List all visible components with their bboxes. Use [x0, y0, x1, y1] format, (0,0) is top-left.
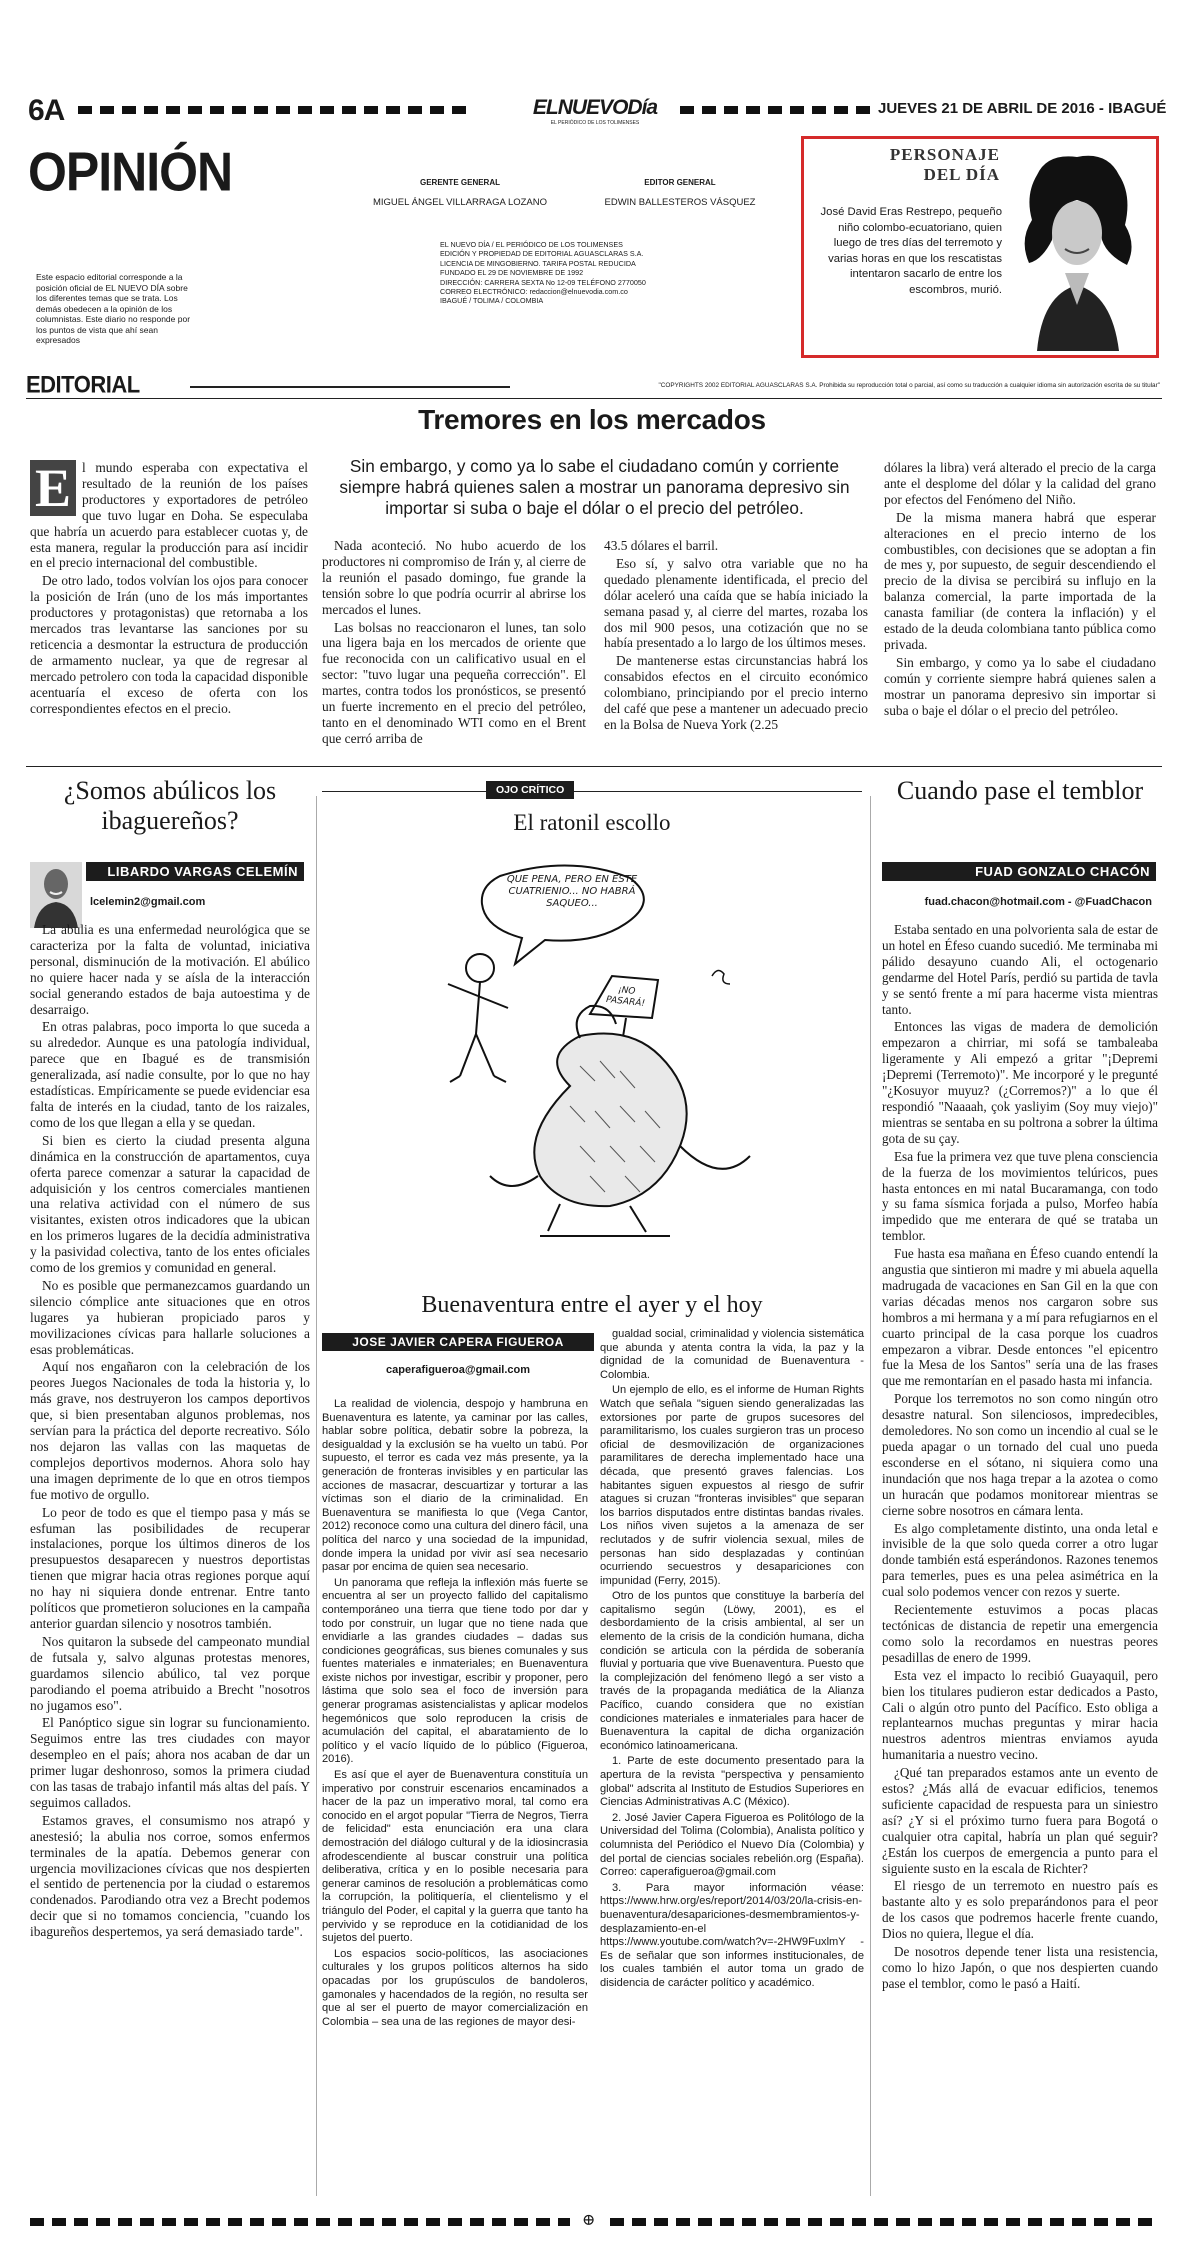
editorial-col-1 — [30, 460, 308, 719]
editorial-rule — [190, 386, 510, 388]
center-column-body-2 — [600, 1328, 864, 1993]
center-column-paragraph: Un ejemplo de ello, es el informe de Human Rights Watch que señala "siguen siendo generalizadas las extorsiones por parte de grupos sucesores del paramilitarismo, los cuales surgieron tras un proceso oficial de desmovilización de organizaciones paramilitares de derecha implementado hace una década, que presentó graves falencias. Los habitantes siguen expuestos al riesgo de sufrir atagues si cruzan "fronteras invisibles" que separan los barrios disputados entre distintas bandas rivales. Los niños viven sujetos a la amenaza de ser reclutados y de sufrir violencia sexual, miles de personas han sido desplazadas y continúan ocurriendo secuestros y desapariciones con impunidad (Ferry, 2015). — [600, 1384, 864, 1587]
editorial-bottom-rule — [26, 766, 1162, 767]
footer-dotted-rule-right — [610, 2218, 1160, 2226]
ojo-critico-label: OJO CRÍTICO — [486, 781, 574, 799]
left-column-title: ¿Somos abúlicos los ibaguereños? — [63, 776, 277, 835]
center-column-paragraph: 2. José Javier Capera Figueroa es Politólogo de la Universidad del Tolima (Colombia), Analista político y columnista del Periódico el Nuevo Día (Colombia) y del portal de ciencias sociales rebelión.org (España). Correo: caperafigueroa@gmail.com — [600, 1811, 864, 1879]
left-column-paragraph: Estamos graves, el consumismo nos atrapó y anestesió; la abulia nos corroe, somos enfermos terminales de la apatía. Debemos generar con urgencia movilizaciones cívicas que nos despierten el sentido de pertenencia por la ciudad o estaremos condenados. Parodiando otra vez a Brecht podemos decir que si no tomamos conciencia, "cuando los ibagureños despertemos, ya será demasiado tarde". — [30, 1812, 310, 1940]
left-column-paragraph: No es posible que permanezcamos guardando un silencio cómplice ante situaciones que en otros lugares ya hubieran propiciado paros y movilizaciones cívicas para hallarle soluciones a esas problemáticas. — [30, 1277, 310, 1357]
editorial-p7: De mantenerse estas circunstancias habrá los consabidos efectos en el circuito económico colombiano, principiando por el precio interno del café que pese a mantener un adecuado precio en la Bolsa de Nueva York (2.25 — [604, 653, 868, 732]
left-column-paragraph: Nos quitaron la subsede del campeonato mundial de futsala y, salvo algunas protestas menores, guardamos silencio abúlico, tal vez porque parodiando el poema atribuido a Brecht "nosotros no jugamos eso". — [30, 1633, 310, 1713]
right-column-paragraph: Recientemente estuvimos a pocas placas tectónicas de distancia de repetir una emergencia como solo la recordamos en nuestras peores pesadillas de enero de 1999. — [882, 1602, 1158, 1665]
header-dotted-rule-right — [680, 106, 870, 114]
copyright-notice: "COPYRIGHTS 2002 EDITORIAL AGUASCLARAS S.A. Prohibida su reproducción total o parcial, así como su traducción a cualquier idioma sin autorización escrita de su titular" — [658, 382, 1160, 389]
cartoon-speech-bubble: QUE PENA, PERO EN ESTE CUATRIENIO... NO HABRÁ SAQUEO... — [506, 874, 638, 909]
footer-dotted-rule-left — [30, 2218, 570, 2226]
right-column-paragraph: Fue hasta esa mañana en Éfeso cuando entendí la angustia que sintieron mi madre y mi abuela aquella madrugada de vacaciones en San Gil en la que con varias décadas menos nos cargaron sobre sus hombros a mi hermana y a mí para refugiarnos en el cuarto principal de la casa porque los cuadros empezaron a vibrar. Desde entonces "el epicentro fue la Mesa de los Santos" sería una de las frases que me remontarían en el pasado hasta mi infancia. — [882, 1246, 1158, 1389]
logo-text: ELNUEVODía — [532, 96, 658, 119]
publication-info-line: CORREO ELECTRÓNICO: redaccion@elnuevodia.com.co — [440, 287, 628, 297]
cartoon-illustration — [420, 856, 780, 1256]
personaje-del-dia-box — [801, 136, 1159, 358]
left-author-bar: LIBARDO VARGAS CELEMÍN — [86, 862, 304, 881]
left-column-paragraph: El Panóptico sigue sin lograr su funcionamiento. Seguimos entre las tres ciudades con mayor desempleo en el país; ahora nos acaban de dar un primer lugar deshonroso, somos la primera ciudad con las tasas de trabajo infantil más altas del país. Y seguimos callados. — [30, 1715, 310, 1810]
author-photo-libardo — [30, 862, 82, 928]
personaje-photo — [1007, 145, 1153, 351]
page-number: 6A — [28, 94, 65, 127]
column-divider-right — [870, 796, 871, 2196]
right-column-paragraph: Es algo completamente distinto, una onda letal e invisible de la que solo queda correr a otro lugar donde también está esperándonos. Razones tenemos para temerles, pues es una pelea asimétrica en la cual solo podemos vencer con rezos y suerte. — [882, 1520, 1158, 1600]
right-column-title: Cuando pase el temblor — [896, 776, 1144, 805]
editorial-col-4 — [884, 460, 1156, 721]
right-author-email: fuad.chacon@hotmail.com - @FuadChacon — [924, 896, 1152, 908]
right-column-paragraph: De nosotros depende tener lista una resistencia, como lo hizo Japón, o que nos despierten cuando pase el temblor, como le pasó a Haití. — [882, 1944, 1158, 1991]
masthead-logo — [530, 96, 660, 126]
publication-info-line: EDICIÓN Y PROPIEDAD DE EDITORIAL AGUASCLARAS S.A. — [440, 249, 644, 259]
center-column-paragraph: Los espacios socio-políticos, las asociaciones culturales y los grupos políticos alternos ha sido opacadas por los grupúsculos de bandoleros, gamonales y hacendados de la región, no resulta ser que al ser el puerto de mayor comercialización en Colombia – sea una de las regiones de mayor desi- — [322, 1947, 588, 2028]
editorial-p9: De la misma manera habrá que esperar alteraciones en el precio interno de los combustibles, con decisiones que se adoptan a fin de mes y, por supuesto, de seguir descendiendo el precio de la divisa se percibirá su influjo en la balanza comercial, la parte importada de la canasta familiar (de contera la inflación) y el estado de la deuda colombiana tanto pública como privada. — [884, 509, 1156, 652]
editorial-p6: Eso sí, y salvo otra variable que no ha quedado plenamente identificada, el precio del dólar aceleró una caída que se había iniciado la semana pasad y, al cierre del martes, rozaba los dos mil 900 pesos, una cotización que no se había presentado a lo largo de los últimos meses. — [604, 555, 868, 651]
editorial-p2: De otro lado, todos volvían los ojos para conocer la posición de Irán (uno de los más importantes productores y protagonistas) que retornaba a los mercados tras levantarse las sanciones por su reticencia a desmontar la estructura de producción de armamento nuclear, ya que de regresar al mercado petrolero con toda la capacidad disponible acentuaría el exceso de oferta con los correspondientes efectos en el precio. — [30, 573, 308, 716]
column-divider-left — [316, 796, 317, 2196]
left-column-paragraph: Aquí nos engañaron con la celebración de los peores Juegos Nacionales de toda la historia y, lo más grave, nos destruyeron los campos deportivos que, si bien presentaban algunos problemas, nos servían para la práctica del deporte recreativo. Sólo nos dejaron las vallas con las maquetas de complejos deportivos modernos. Ahora solo hay una imagen deprimente de lo que en otros tiempos fue motivo de orgullo. — [30, 1359, 310, 1502]
center-author-email: caperafigueroa@gmail.com — [386, 1364, 530, 1376]
center-column-paragraph: Un panorama que refleja la inflexión más fuerte se encuentra al ser un proyecto fallido del capitalismo contemporáneo una tierra que tiene todo por dar y todo por construir, un lugar que no tiene nada que envidiarle a las grandes ciudades – dadas sus condiciones geográficas, sus bienes comunales y sus fuentes materiales e inmateriales; en Buenaventura existe nichos por investigar, escribir y proponer, pero lástima que solo sea el foco de inversión para generar programas asistencialistas y aplicar modelos hegemónicos que solo reproducen la crisis de acumulación del capital, el abaratamiento de lo político y el vacío líquido de lo público (Figueroa, 2016). — [322, 1576, 588, 1766]
right-column-paragraph: Esa fue la primera vez que tuve plena consciencia de la fuerza de los movimientos telúricos, pues hasta entonces en mi natal Bucaramanga, con todo y su fama sísmica forjada a pulso, Morfeo había impedido que me enterara de qué se trataba un temblor. — [882, 1148, 1158, 1244]
gerente-block — [360, 178, 560, 208]
right-column-paragraph: Estaba sentado en una polvorienta sala de estar de un hotel en Éfeso cuando sucedió. Me terminaba mi pálido desayuno cuando Ali, el octogenario gendarme del Hotel París, perdió su partida de tavla y se sentó frente a mí para hacerme vista mientras tanto. — [882, 922, 1158, 1017]
editorial-col-2 — [322, 538, 586, 749]
gerente-label: GERENTE GENERAL — [419, 178, 500, 187]
left-column-body — [30, 922, 310, 1942]
editorial-pullquote: Sin embargo, y como ya lo sabe el ciudadano común y corriente siempre habrá quienes salen a mostrar un panorama depresivo sin importar si suba o baje el dólar o el precio del petróleo. — [339, 456, 850, 518]
ojo-critico-rule — [322, 791, 862, 792]
center-column-title: Buenaventura entre el ayer y el hoy — [421, 1292, 763, 1318]
editorial-label: EDITORIAL — [26, 370, 140, 399]
left-column-paragraph: La abulia es una enfermedad neurológica que se caracteriza por la falta de voluntad, iniciativa personal, disminución de la motivación. El abúlico no quiere hacer nada y se aísla de la interacción social generando estados de baja autoestima y de desarraigo. — [30, 922, 310, 1017]
dropcap: E — [30, 460, 76, 516]
publication-info-line: EL NUEVO DÍA / EL PERIÓDICO DE LOS TOLIMENSES — [440, 240, 623, 249]
publication-info-line: LICENCIA DE MINGOBIERNO. TARIFA POSTAL REDUCIDA — [440, 258, 636, 268]
editorial-top-rule — [26, 398, 1162, 399]
editor-block — [580, 178, 780, 208]
editorial-p4: Las bolsas no reaccionaron el lunes, tan solo una ligera baja en los mercados de oriente que fue reconocida con un calificativo usual en el sector: "tuvo lugar una pequeña corrección". El martes, contra todos los pronósticos, se presentó un fuerte incremento en el precio del petróleo, tanto en el denominado WTI como en el Brent que cerró arriba de — [322, 619, 586, 746]
publication-info — [440, 240, 690, 306]
editor-label: EDITOR GENERAL — [644, 178, 716, 187]
cartoon-title: El ratonil escollo — [513, 810, 671, 835]
editor-name: EDWIN BALLESTEROS VÁSQUEZ — [604, 197, 756, 208]
header-dotted-rule — [78, 106, 468, 114]
center-column-paragraph: Es así que el ayer de Buenaventura constituía un imperativo por construir escenarios encaminados a hacer de la paz un imperativo moral, tal como era conocido en el argot popular "Tierra de Negros, Tierra de felicidad" esta enunciación era una clara demostración del diálogo cultural y de la idiosincrasia afrodescendiente al buscar construir una política deliberativa, crítica y en lo posible necesaria para generar caminos de resolución a problemáticas como la corrupción, la politiquería, el clientelismo y el triángulo del Poder, el capital y la guerra que tanto ha pervivido y se reproduce en la cotidianidad de los sujetos del puerto. — [322, 1769, 588, 1945]
issue-date: JUEVES 21 DE ABRIL DE 2016 - IBAGUÉ — [878, 100, 1167, 117]
editorial-col-3 — [604, 538, 868, 735]
editorial-p5: 43.5 dólares el barril. — [604, 538, 719, 553]
center-column-paragraph: Otro de los puntos que constituye la barbería del capitalismo según (Löwy, 2001), es el desbordamiento de la crisis ambiental, al ser un elemento de la crisis de la condición humana, dicha condición se articula con la pérdida de soberanía fluvial y portuaria que vive Buenaventura. Puesto que la complejización del fenómeno llegó a ser visto a través de la propaganda mediática de la Alianza Pacífico, cuando considera que no existían condiciones materiales e inmateriales para hacer de Buenaventura la capital de dicha organización económico latinoamericana. — [600, 1590, 864, 1752]
editorial-p8: dólares la libra) verá alterado el precio de la carga ante el desplome del dólar y la calidad del grano por efectos del Fenómeno del Niño. — [884, 460, 1156, 507]
registration-mark-icon: ⊕ — [582, 2212, 596, 2229]
publication-info-line: DIRECCIÓN: CARRERA SEXTA No 12-09 TELÉFONO 2770050 — [440, 277, 646, 287]
left-column-paragraph: En otras palabras, poco importa lo que suceda a su alrededor. Aunque es una patología individual, parece que en Ibagué es de transmisión generalizada, así nadie consulte, por lo que no hay estadísticas. Empíricamente se puede evidenciar esa falta de interés en la ciudad, tanto de los raizales, como de los que llegan a ella y se quedan. — [30, 1019, 310, 1130]
publication-info-line: FUNDADO EL 29 DE NOVIEMBRE DE 1992 — [440, 268, 584, 278]
right-column-paragraph: Entonces las vigas de madera de demolición empezaron a chirriar, mi sofá se tambaleaba ligeramente y Ali empezó a gritar "¡Depremi ¡Depremi (Terremoto)". Me incorporé y le pregunté "¿Kosuyor muyuz? (¿Corremos?)" a lo que él respondió "Naaaah, çok yasliyim (Soy muy viejo)" mientras se sentaba en su poltrona a sobrer la última gota de su çay. — [882, 1019, 1158, 1146]
center-author-bar: JOSE JAVIER CAPERA FIGUEROA — [322, 1333, 594, 1351]
center-column-paragraph: gualdad social, criminalidad y violencia sistemática que abunda y atenta contra la vida, la paz y la dignidad de la comunidad de Buenaventura -Colombia. — [600, 1328, 864, 1381]
center-column-body-1 — [322, 1398, 588, 2031]
editorial-p3: Nada aconteció. No hubo acuerdo de los productores ni compromiso de Irán y, al cierre de la reunión el pasado domingo, fue grande la tensión sobre lo que podría ocurrir al abrirse los mercados el lunes. — [322, 538, 586, 617]
editorial-title: Tremores en los mercados — [418, 404, 766, 435]
right-column-paragraph: Porque los terremotos no son como ningún otro desastre natural. Son silenciosos, impredecibles, demoledores. No son como un incendio al cual se le pueda apagar o un tornado del cual uno pueda esconderse en el sótano, ni siquiera como una inundación que nos haga trepar a la azotea o como un huracán que podamos monitorear mientras se cierne sobre nosotros en cámara lenta. — [882, 1391, 1158, 1518]
editorial-disclaimer: Este espacio editorial corresponde a la posición oficial de EL NUEVO DÍA sobre los diferentes temas que se trata. Los demás obedecen a la opinión de los columnistas. Este diario no responde por los puntos de vista que ahí sean expresados — [36, 272, 191, 345]
cartoon-sign: ¡NO PASARÁ! — [605, 985, 646, 1009]
editorial-p10: Sin embargo, y como ya lo sabe el ciudadano común y corriente siempre habrá quienes salen a mostrar un panorama depresivo sin importar si suba o baje el dólar o el precio del petróleo. — [884, 654, 1156, 718]
section-title: OPINIÓN — [28, 141, 233, 203]
personaje-text: José David Eras Restrepo, pequeño niño colombo-ecuatoriano, quien luego de tres días del terremoto y varias horas en que los rescatistas intentaron sacarlo de entre los escombros, murió. — [820, 206, 1002, 296]
personaje-title-line1: PERSONAJE — [889, 145, 1000, 164]
gerente-name: MIGUEL ÁNGEL VILLARRAGA LOZANO — [372, 197, 548, 208]
left-author-email: lcelemin2@gmail.com — [90, 896, 206, 908]
right-column-paragraph: El riesgo de un terremoto en nuestro país es bastante alto y es solo preparándonos para el peor de los casos que podremos hacerle frente cuando, Dios no quiera, llegue el día. — [882, 1878, 1158, 1942]
center-column-paragraph: 1. Parte de este documento presentado para la apertura de la revista "perspectiva y pensamiento global" adscrita al Instituto de Estudios Superiores en Ciencias Administrativas A.C (México). — [600, 1755, 864, 1809]
left-column-paragraph: Lo peor de todo es que el tiempo pasa y más se esfuman las posibilidades de recuperar instalaciones, porque los últimos dineros de los presupuestos desaparecen y nuestros deportistas tienen que migrar hacia otras regiones porque aquí no hay ni siquiera donde entrenar. Entre tanto políticos que prometieron soluciones en la campaña anterior guardan silencio y nosotros también. — [30, 1504, 310, 1631]
right-author-bar: FUAD GONZALO CHACÓN — [882, 862, 1156, 881]
center-column-paragraph: La realidad de violencia, despojo y hambruna en Buenaventura es latente, ya caminar por las calles, hablar sobre política, debatir sobre la pobreza, la desigualdad y la exclusión se ha vuelto un tabú. Por supuesto, el terror es cada vez más presente, ya la generación de fronteras invisibles y en particular las acciones de masacrar, descuartizar y torturar a las víctimas son el diario de la criminalidad. En Buenaventura se manifiesta lo que (Vega Cantor, 2012) reconoce como una cultura del dinero fácil, una política del narco y una sociedad de la impunidad, donde impera la unidad por vivir así sea necesario pasar por encima de quien sea necesario. — [322, 1398, 588, 1574]
left-column-paragraph: Si bien es cierto la ciudad presenta alguna dinámica en la construcción de apartamentos, cuya oferta parece comenzar a saturar la capacidad de adquisición y los centros comerciales mantienen una relativa actividad con el número de sus visitantes, existen otros indicadores que la ubican en los primeros lugares de la decidía administrativa y la pasividad colectiva, tanto de los entes oficiales como de los gremios y comunidad en general. — [30, 1132, 310, 1276]
logo-tagline: EL PERIÓDICO DE LOS TOLIMENSES — [550, 120, 640, 126]
right-column-paragraph: ¿Qué tan preparados estamos ante un evento de estos? ¿Más allá de evacuar edificios, tenemos suficiente capacidad de respuesta para un siniestro así? ¿Y si el próximo turno fuera para Bogotá o cualquier otra capital, habría un plan qué seguir? ¿Están los cuerpos de emergencia a punto para el siguiente susto en la escala de Richter? — [882, 1765, 1158, 1876]
personaje-title — [818, 145, 1000, 185]
editorial-p1: l mundo esperaba con expectativa el resultado de la reunión de los países productores y exportadores de petróleo que tuvo lugar en Doha. Se especulaba que habría un acuerdo para establecer cuotas y, de esta manera, regular la producción para así incidir en el precio internacional del combustible. — [30, 460, 308, 571]
center-column-paragraph: 3. Para mayor información véase: https://www.hrw.org/es/report/2014/03/20/la-crisis-en-buenaventura/desapariciones-desmembramientos-y-desplazamiento-en-el https://www.youtube.com/watch?v=-2HW9FuxlmY - Es de señalar que son informes institucionales, de los cuales también el autor toma un grado de disidencia de carácter político y académico. — [600, 1881, 864, 1989]
right-column-paragraph: Esta vez el impacto lo recibió Guayaquil, pero bien los titulares pudieron estar dedicados a Pasto, Cali o algún otro punto del Pacífico. Esto obliga a replantearnos muchas preguntas y mirar hacia nuestros adentros mientras enviamos ayuda humanitaria a nuestro vecino. — [882, 1667, 1158, 1763]
publication-info-line: IBAGUÉ / TOLIMA / COLOMBIA — [440, 296, 544, 306]
right-column-body — [882, 922, 1158, 1994]
personaje-title-line2: DEL DÍA — [923, 165, 1000, 184]
